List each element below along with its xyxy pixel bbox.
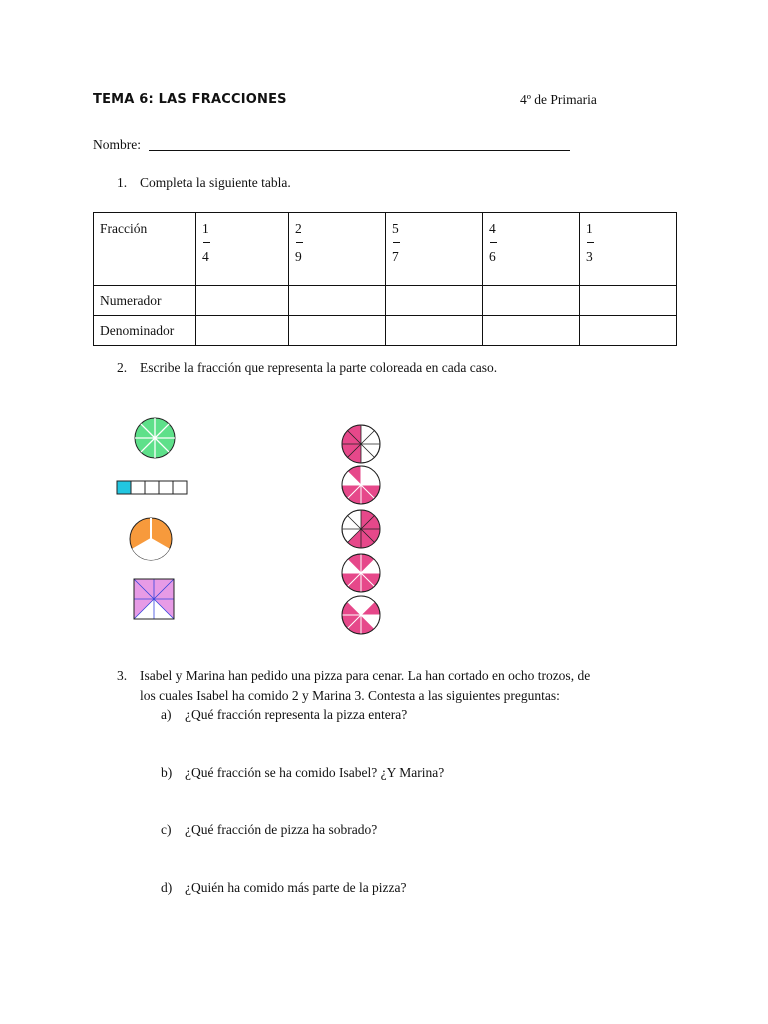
pink-circle-figure bbox=[340, 552, 382, 594]
numerator: 5 bbox=[392, 221, 399, 236]
violet-square-figure bbox=[133, 578, 175, 620]
denominator: 7 bbox=[392, 249, 399, 264]
segmented-bar-figure bbox=[116, 480, 192, 496]
fraction-bar bbox=[490, 242, 497, 243]
pink-circle-figure bbox=[340, 508, 382, 550]
denominator: 9 bbox=[295, 249, 302, 264]
name-line[interactable] bbox=[149, 150, 570, 151]
answer-cell[interactable] bbox=[289, 316, 386, 346]
pink-circle-figure bbox=[340, 423, 382, 465]
question-3-text-line1: Isabel y Marina han pedido una pizza para cenar. La han cortado en ocho trozos, de bbox=[140, 668, 591, 683]
question-1-text: Completa la siguiente tabla. bbox=[140, 175, 291, 190]
fraction-bar bbox=[296, 242, 303, 243]
grade-label: 4º de Primaria bbox=[520, 92, 597, 107]
fraction-bar bbox=[203, 242, 210, 243]
row-label-fraction: Fracción bbox=[94, 213, 196, 286]
worksheet-title: TEMA 6: LAS FRACCIONES bbox=[93, 92, 287, 107]
table-row bbox=[94, 286, 677, 316]
table-row bbox=[94, 316, 677, 346]
fraction-bar bbox=[587, 242, 594, 243]
item-b-letter: b) bbox=[161, 765, 173, 780]
answer-cell[interactable] bbox=[483, 316, 580, 346]
question-3-number: 3. bbox=[117, 668, 128, 683]
fraction-cell bbox=[289, 213, 386, 286]
answer-cell[interactable] bbox=[386, 286, 483, 316]
item-d-letter: d) bbox=[161, 880, 173, 895]
fraction-cell bbox=[386, 213, 483, 286]
pink-circle-figure bbox=[340, 594, 382, 636]
fraction-cell bbox=[483, 213, 580, 286]
answer-cell[interactable] bbox=[196, 316, 289, 346]
question-3-text-line2: los cuales Isabel ha comido 2 y Marina 3. Contesta a las siguientes preguntas: bbox=[140, 688, 560, 703]
answer-cell[interactable] bbox=[483, 286, 580, 316]
row-label-denominator: Denominador bbox=[94, 316, 196, 346]
item-c-letter: c) bbox=[161, 822, 172, 837]
numerator: 1 bbox=[586, 221, 593, 236]
question-2-text: Escribe la fracción que representa la parte coloreada en cada caso. bbox=[140, 360, 498, 375]
item-b-text: ¿Qué fracción se ha comido Isabel? ¿Y Marina? bbox=[185, 765, 445, 780]
denominator: 6 bbox=[489, 249, 496, 264]
question-2-number: 2. bbox=[117, 360, 128, 375]
answer-cell[interactable] bbox=[580, 286, 677, 316]
answer-cell[interactable] bbox=[580, 316, 677, 346]
fraction-bar bbox=[393, 242, 400, 243]
answer-cell[interactable] bbox=[386, 316, 483, 346]
denominator: 4 bbox=[202, 249, 209, 264]
green-circle-figure bbox=[133, 416, 177, 460]
pink-circle-figure bbox=[340, 464, 382, 506]
fraction-cell bbox=[580, 213, 677, 286]
item-d-text: ¿Quién ha comido más parte de la pizza? bbox=[185, 880, 407, 895]
fraction-table bbox=[93, 212, 677, 346]
numerator: 2 bbox=[295, 221, 302, 236]
answer-cell[interactable] bbox=[196, 286, 289, 316]
name-label: Nombre: bbox=[93, 137, 141, 152]
item-a-letter: a) bbox=[161, 707, 172, 722]
item-c-text: ¿Qué fracción de pizza ha sobrado? bbox=[185, 822, 378, 837]
question-1-number: 1. bbox=[117, 175, 128, 190]
numerator: 1 bbox=[202, 221, 209, 236]
denominator: 3 bbox=[586, 249, 593, 264]
answer-cell[interactable] bbox=[289, 286, 386, 316]
table-row bbox=[94, 213, 677, 286]
row-label-numerator: Numerador bbox=[94, 286, 196, 316]
fraction-cell bbox=[196, 213, 289, 286]
numerator: 4 bbox=[489, 221, 496, 236]
item-a-text: ¿Qué fracción representa la pizza entera? bbox=[185, 707, 408, 722]
orange-circle-figure bbox=[128, 516, 174, 562]
